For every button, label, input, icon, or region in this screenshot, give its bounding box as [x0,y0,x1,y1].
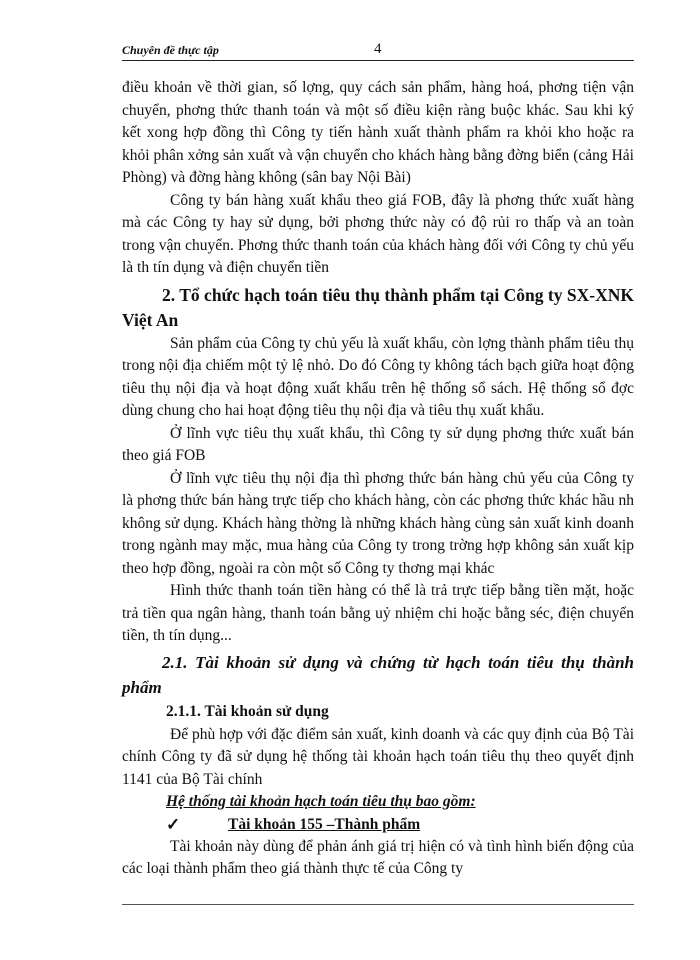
document-body [122,77,634,881]
header-title: Chuyên đề thực tập [122,43,219,57]
section-heading-2: 2. Tổ chức hạch toán tiêu thụ thành phẩm tại Công ty SX-XNK Việt An [122,284,634,330]
subheading-accounts-list: Hệ thống tài khoản hạch toán tiêu thụ bao gồm: [166,793,476,810]
paragraph-payment: Hình thức thanh toán tiền hàng có thể là trả trực tiếp bằng tiền mặt, hoặc trả tiền qua ngân hàng, thanh toán bằng uỷ nhiệm chi hoặc bằng séc, điện chuyển tiền, th tín dụng... [122,582,634,644]
paragraph-domestic-sales: Ở lĩnh vực tiêu thụ nội địa thì phơng thức bán hàng chủ yếu của Công ty là phơng thức bán hàng trực tiếp cho khách hàng, còn các phơng thức khác hầu nh không sử dụng. Khách hàng thờng là những khách hàng cùng sản xuất kinh doanh trong ngành may mặc, mua hàng của Công ty trong trờng hợp không sản xuất kịp theo hợp đồng, ngoài ra còn một số Công ty thơng mại khác [122,469,634,577]
page-number: 4 [374,41,382,57]
paragraph-contract-terms: điều khoản về thời gian, số lợng, quy cách sản phẩm, hàng hoá, phơng tiện vận chuyển, phơng thức thanh toán và một số điều kiện ràng buộc khác. Sau khi ký kết xong hợp đồng thì Công ty tiến hành xuất thành phẩm ra khỏi kho hoặc ra khỏi phân xởng sản xuất và vận chuyển cho khách hàng bằng đờng biển (cảng Hải Phòng) và đờng hàng không (sân bay Nội Bài) [122,79,634,186]
section-heading-2-1: 2.1. Tài khoản sử dụng và chứng từ hạch toán tiêu thụ thành phẩm [122,652,634,697]
footer-rule [122,904,634,905]
list-item-label: Tài khoản 155 –Thành phẩm [228,815,421,833]
paragraph-products: Sản phẩm của Công ty chủ yếu là xuất khẩu, còn lợng thành phẩm tiêu thụ trong nội địa chiếm một tỷ lệ nhỏ. Do đó Công ty không tách bạch giữa hoạt động tiêu thụ nội địa và hoạt động xuất khẩu trên hệ thống sổ sách. Hệ thống sổ đợc dùng chung cho hai hoạt động tiêu thụ nội địa và tiêu thụ xuất khẩu. [122,334,634,419]
checkmark-icon: ✓ [166,814,181,834]
paragraph-fob-export: Công ty bán hàng xuất khẩu theo giá FOB, đây là phơng thức xuất hàng mà các Công ty hay sử dụng, bởi phơng thức này có độ rủi ro thấp và an toàn trong vận chuyển. Phơng thức thanh toán của khách hàng đối với Công ty chủ yếu là th tín dụng và điện chuyển tiền [122,191,634,276]
paragraph-export-sales: Ở lĩnh vực tiêu thụ xuất khẩu, thì Công ty sử dụng phơng thức xuất bán theo giá FOB [122,424,634,464]
page-header [122,42,634,61]
paragraph-accounts-system: Để phù hợp với đặc điểm sản xuất, kinh doanh và các quy định của Bộ Tài chính Công ty đã sử dụng hệ thống tài khoản hạch toán tiêu thụ theo quyết định 1141 của Bộ Tài chính [122,725,634,788]
list-item [122,814,634,836]
paragraph-account-155: Tài khoản này dùng để phản ánh giá trị hiện có và tình hình biến động của các loại thành phẩm theo giá thành thực tế của Công ty [122,837,634,877]
section-heading-2-1-1: 2.1.1. Tài khoản sử dụng [166,702,329,720]
